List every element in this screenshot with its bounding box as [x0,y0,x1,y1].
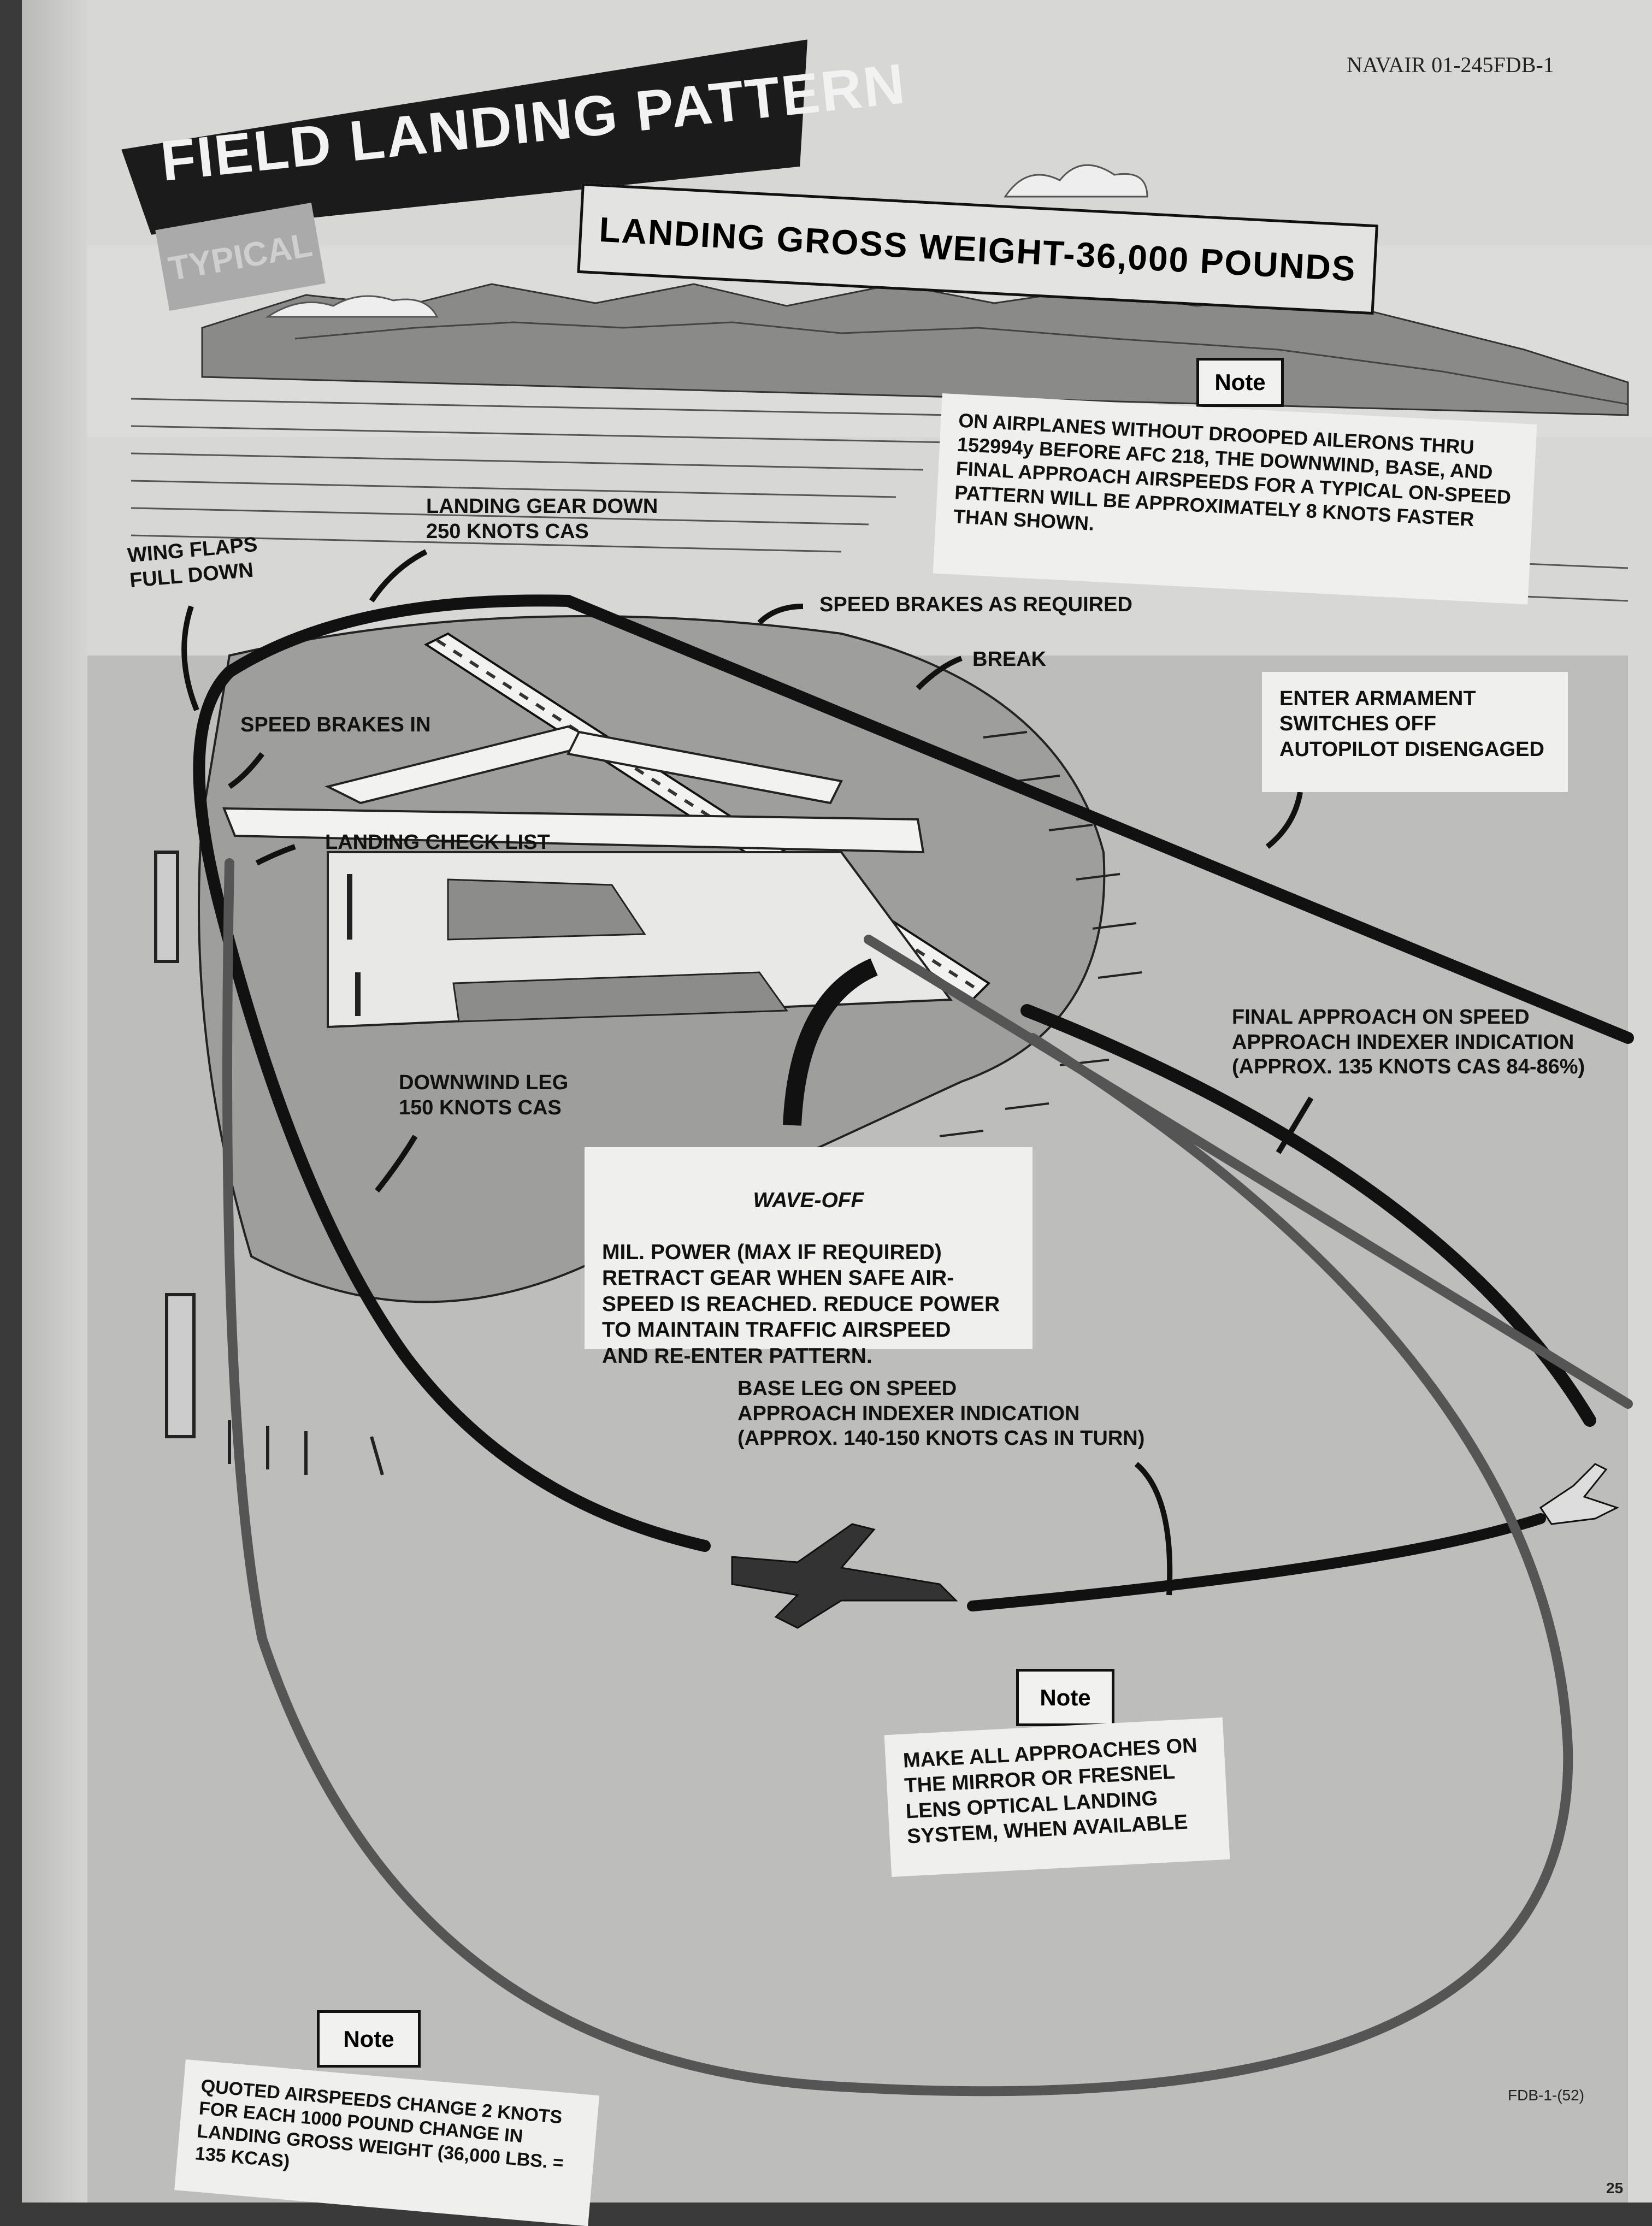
note-bottom-text: QUOTED AIRSPEEDS CHANGE 2 KNOTS FOR EACH 1000 POUND CHANGE IN LANDING GROSS WEIGHT (36,000 LBS. = 135 KCAS) [174,2059,599,2226]
wave-off-title: WAVE-OFF [753,1188,864,1212]
figure-reference: FDB-1-(52) [1508,2087,1585,2104]
note-mid-text: MAKE ALL APPROACHES ON THE MIRROR OR FRESNEL LENS OPTICAL LANDING SYSTEM, WHEN AVAILABLE [884,1717,1230,1877]
label-final-approach: FINAL APPROACH ON SPEED APPROACH INDEXER INDICATION (APPROX. 135 KNOTS CAS 84-86%) [1232,1006,1585,1079]
wave-off-text: MIL. POWER (MAX IF REQUIRED) RETRACT GEAR WHEN SAFE AIR- SPEED IS REACHED. REDUCE POWER TO MAINTAIN TRAFFIC AIRSPEED AND RE-ENTER PATTERN. [602,1240,1000,1368]
note-tag-top: Note [1196,358,1284,407]
label-break: BREAK [972,648,1047,671]
landing-pattern-illustration [22,0,1652,2203]
manual-page [22,0,1652,2203]
label-base-leg: BASE LEG ON SPEED APPROACH INDEXER INDICATION (APPROX. 140-150 KNOTS CAS IN TURN) [738,1377,1145,1450]
label-enter: ENTER ARMAMENT SWITCHES OFF AUTOPILOT DISENGAGED [1262,672,1568,792]
label-wing-flaps: WING FLAPS FULL DOWN [126,533,258,592]
label-landing-gear: LANDING GEAR DOWN 250 KNOTS CAS [426,495,658,543]
cloud [1005,165,1147,197]
label-speed-brakes-required: SPEED BRAKES AS REQUIRED [819,593,1132,616]
label-downwind-leg: DOWNWIND LEG 150 KNOTS CAS [399,1071,569,1119]
page-number: 25 [1606,2180,1624,2197]
typical-tag: TYPICAL [155,203,326,311]
document-id: NAVAIR 01-245FDB-1 [1347,52,1554,77]
label-landing-check-list: LANDING CHECK LIST [325,831,550,854]
page-title: FIELD LANDING PATTERN [157,52,910,193]
label-speed-brakes-in: SPEED BRAKES IN [240,713,431,736]
landing-weight-box: LANDING GROSS WEIGHT-36,000 POUNDS [577,183,1378,315]
note-tag-mid: Note [1016,1669,1114,1726]
note-top-text: ON AIRPLANES WITHOUT DROOPED AILERONS THRU 152994y BEFORE AFC 218, THE DOWNWIND, BASE, AND FINAL APPROACH AIRSPEEDS FOR A TYPICAL ON-SPEED PATTERN WILL BE APPROXIMATELY 8 KNOTS FASTER THAN SHOWN. [933,393,1537,605]
note-tag-bottom: Note [317,2010,421,2068]
wave-off-panel [585,1147,1032,1368]
hangar-block [448,879,645,940]
